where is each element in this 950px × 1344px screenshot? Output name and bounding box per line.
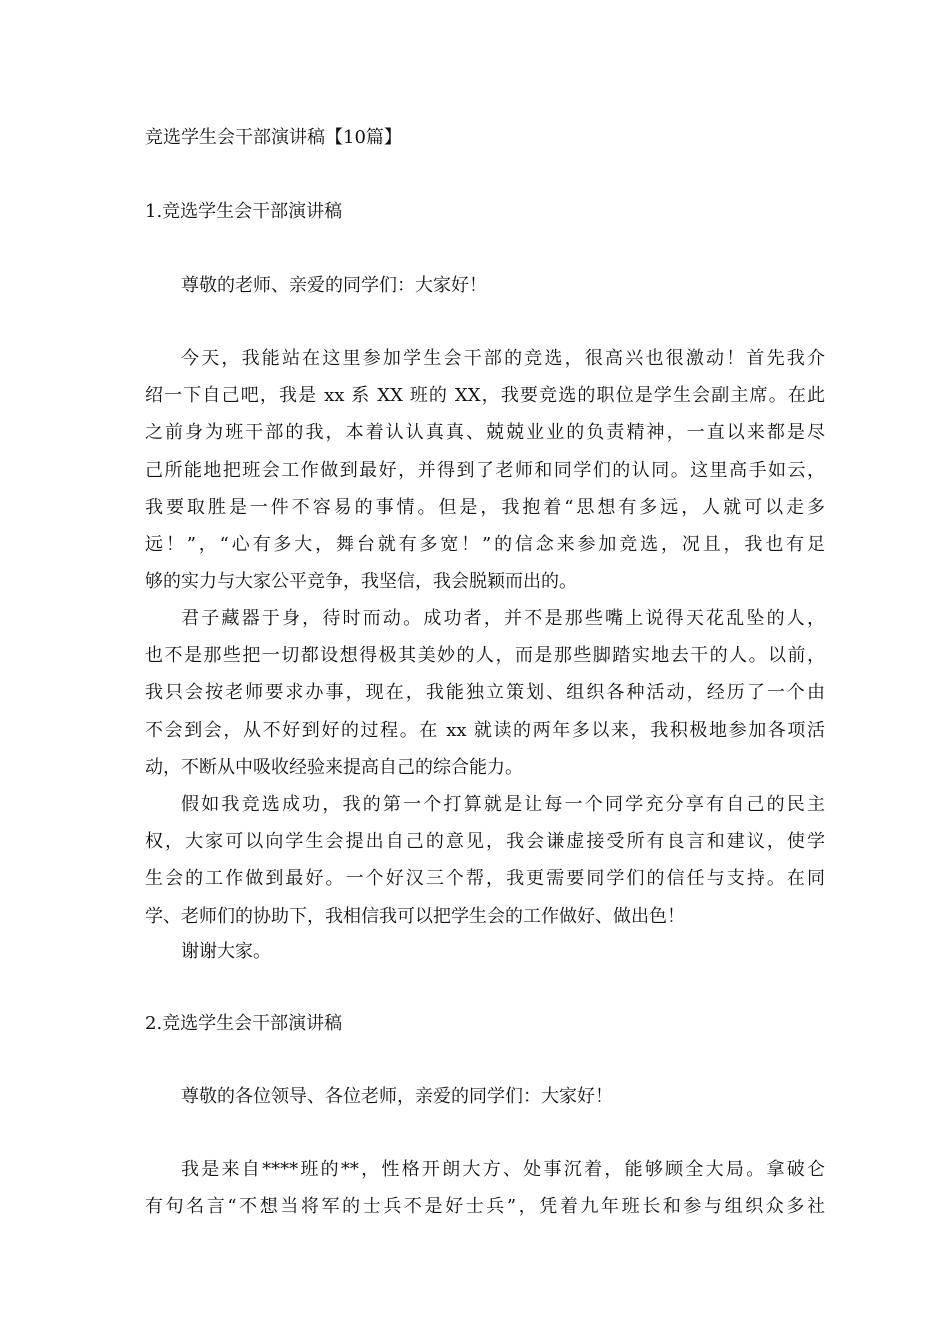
speech-1-closing: 谢谢大家。: [181, 941, 271, 962]
text-line: 之前身为班干部的我，本着认认真真、兢兢业业的负责精神，一直以来都是尽: [145, 422, 825, 444]
speech-2-paragraph-1: [145, 1151, 825, 1225]
speech-1-paragraph-1: [145, 340, 825, 600]
text-line: 今天，我能站在这里参加学生会干部的竞选，很高兴也很激动！首先我介: [181, 348, 825, 369]
speech-2-greeting: 尊敬的各位领导、各位老师，亲爱的同学们：大家好！: [181, 1086, 613, 1107]
document-title: 竞选学生会干部演讲稿【10篇】: [145, 127, 402, 148]
text-line: 我要取胜是一件不容易的事情。但是，我抱着“思想有多远，人就可以走多: [145, 496, 825, 518]
speech-1-heading: 1.竞选学生会干部演讲稿: [145, 201, 343, 222]
text-line: 己所能地把班会工作做到最好，并得到了老师和同学们的认同。这里高手如云，: [145, 459, 825, 481]
text-line: 动，不断从中吸收经验来提高自己的综合能力。: [145, 756, 523, 778]
text-line: 远！”，“心有多大，舞台就有多宽！”的信念来参加竞选，况且，我也有足: [145, 533, 825, 555]
text-line: 君子藏器于身，待时而动。成功者，并不是那些嘴上说得天花乱坠的人，: [181, 608, 825, 629]
text-line: 假如我竞选成功，我的第一个打算就是让每一个同学充分享有自己的民主: [181, 794, 825, 815]
text-line: 我是来自****班的**，性格开朗大方、处事沉着，能够顾全大局。拿破仑: [181, 1159, 825, 1180]
speech-2-heading: 2.竞选学生会干部演讲稿: [145, 1013, 343, 1034]
speech-1-paragraph-2: [145, 600, 825, 786]
text-line: 有句名言“不想当将军的士兵不是好士兵”，凭着九年班长和参与组织众多社: [145, 1196, 825, 1218]
text-line: 够的实力与大家公平竞争，我坚信，我会脱颖而出的。: [145, 571, 577, 593]
text-line: 我只会按老师要求办事，现在，我能独立策划、组织各种活动，经历了一个由: [145, 682, 825, 704]
speech-1-greeting: 尊敬的老师、亲爱的同学们：大家好！: [181, 275, 487, 296]
text-line: 不会到会，从不好到好的过程。在 xx 就读的两年多以来，我积极地参加各项活: [145, 719, 825, 741]
text-line: 也不是那些把一切都设想得极其美妙的人，而是那些脚踏实地去干的人。以前，: [145, 645, 825, 667]
text-line: 学、老师们的协助下，我相信我可以把学生会的工作做好、做出色！: [145, 905, 685, 927]
text-line: 权，大家可以向学生会提出自己的意见，我会谦虚接受所有良言和建议，使学: [145, 831, 825, 853]
text-line: 生会的工作做到最好。一个好汉三个帮，我更需要同学们的信任与支持。在同: [145, 868, 825, 890]
speech-1-paragraph-3: [145, 786, 825, 935]
text-line: 绍一下自己吧，我是 xx 系 XX 班的 XX，我要竞选的职位是学生会副主席。在此: [145, 385, 825, 407]
